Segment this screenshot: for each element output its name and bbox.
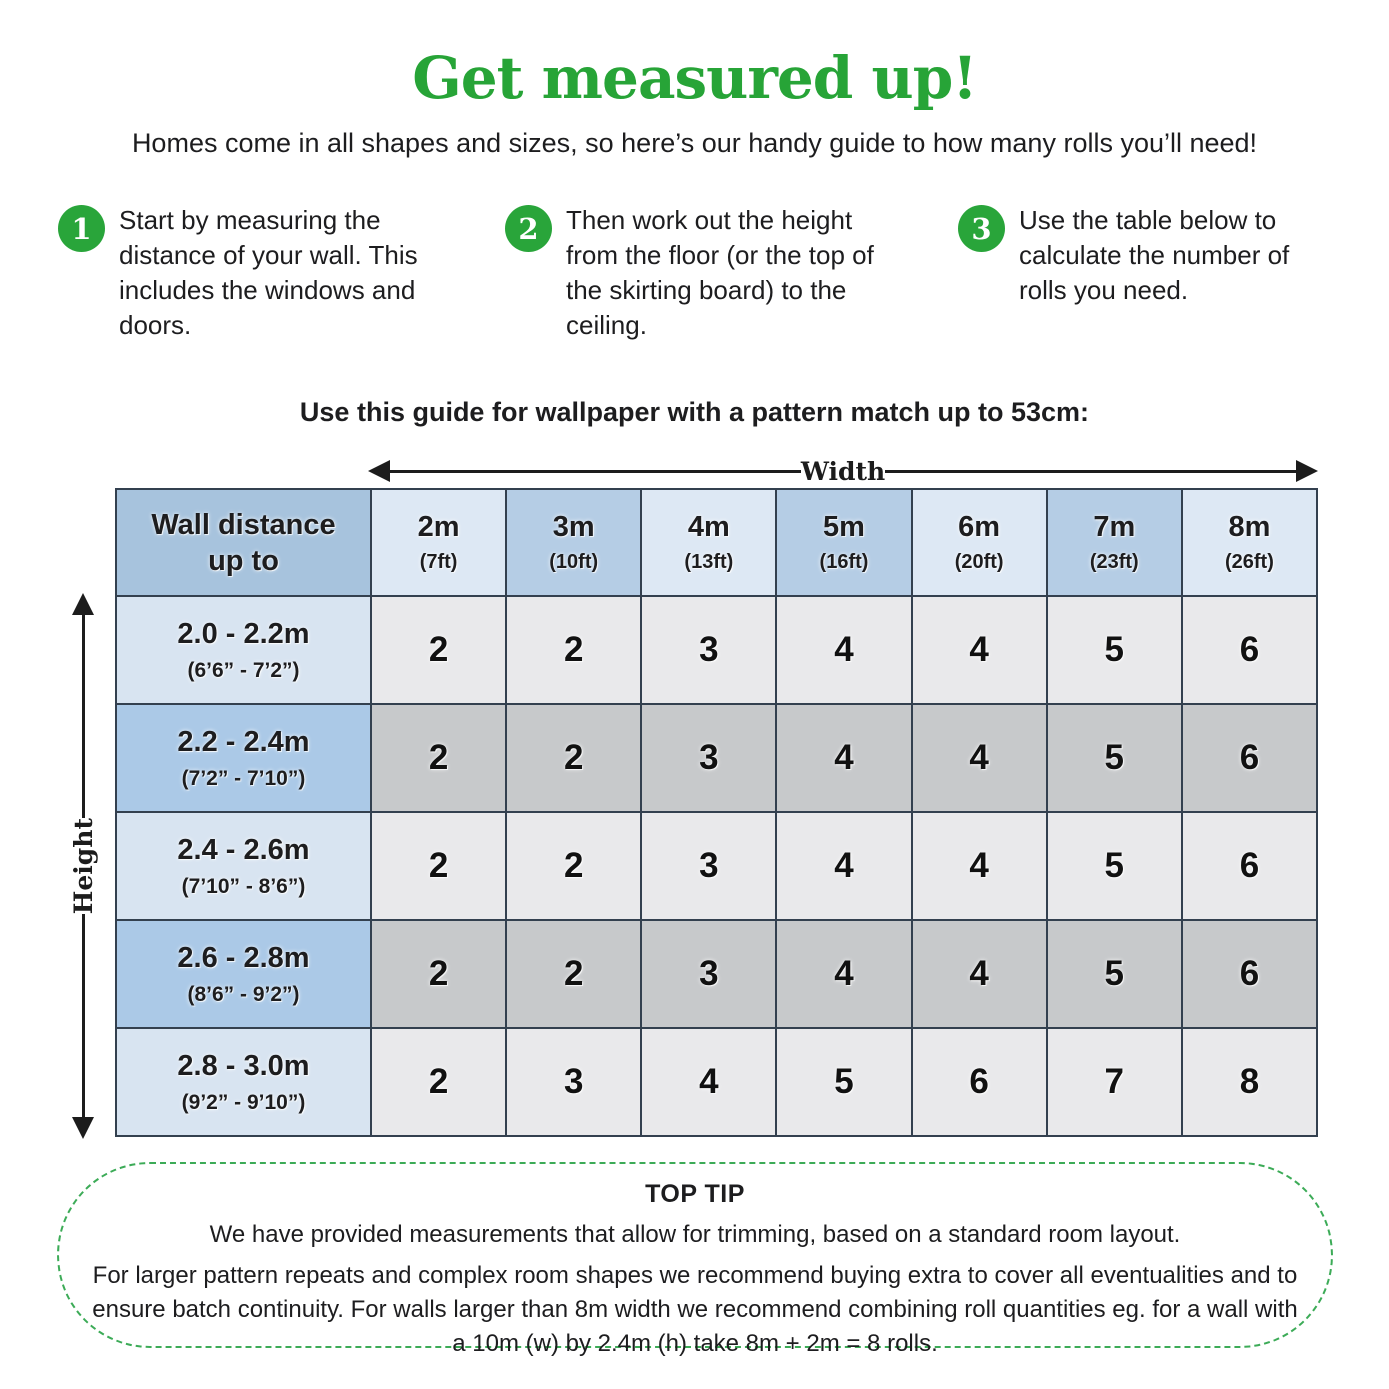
roll-count-cell: 5 [776,1028,911,1136]
roll-count-cell: 6 [1182,596,1317,704]
top-tip-box [57,1162,1333,1357]
roll-count-cell: 4 [776,596,911,704]
row-header-metres: 2.2 - 2.4m [177,725,310,758]
column-header-feet: (10ft) [549,551,599,573]
roll-count-cell: 4 [776,812,911,920]
step-2-text: Then work out the height from the floor (or the top of the skirting board) to the ceiling. [566,205,874,340]
column-header-metres: 5m [823,511,865,543]
column-header-7m [1047,489,1182,596]
row-header-cell [116,596,371,704]
roll-count-cell: 2 [371,596,506,704]
column-header-feet: (23ft) [1089,551,1139,573]
roll-count-cell: 4 [776,920,911,1028]
row-header-cell [116,812,371,920]
row-header-cell [116,920,371,1028]
roll-count-cell: 8 [1182,1028,1317,1136]
roll-count-cell: 3 [641,920,776,1028]
row-header-feet: (7’10” - 8’6”) [181,874,306,898]
arrow-left-icon [368,460,390,482]
roll-count-cell: 6 [912,1028,1047,1136]
roll-count-cell: 2 [371,812,506,920]
table-row-2.6-2.8m [116,920,1317,1028]
step-1 [58,203,505,343]
top-tip-line1: We have provided measurements that allow for trimming, based on a standard room layout. [209,1221,1181,1248]
step-3 [958,203,1359,343]
corner-header-line1: Wall distance [151,508,336,541]
width-axis-arrow [368,456,1318,486]
column-header-feet: (20ft) [954,551,1004,573]
width-arrow-line [390,470,801,473]
top-tip-line2: For larger pattern repeats and complex room shapes we recommend buying extra to cover all eventualities and to ensure batch continuity. For walls larger than 8m width we recommend combining roll quantities eg. for a wall with a 10m (w) by 2.4m (h) take 8m + 2m = 8 rolls. [92,1262,1298,1357]
height-axis-label: Height [68,817,98,915]
roll-count-cell: 4 [912,596,1047,704]
column-header-3m [506,489,641,596]
steps-row [58,203,1359,343]
roll-count-cell: 5 [1047,596,1182,704]
column-header-metres: 3m [552,511,595,543]
roll-count-cell: 4 [912,920,1047,1028]
row-header-feet: (8’6” - 9’2”) [187,982,300,1006]
column-header-metres: 6m [958,511,1001,543]
roll-count-cell: 6 [1182,704,1317,812]
column-header-metres: 4m [687,511,730,543]
corner-header-line2: up to [208,544,279,577]
page-title: Get measured up! [412,44,977,112]
roll-count-cell: 4 [776,704,911,812]
roll-count-cell: 3 [641,596,776,704]
row-header-feet: (6’6” - 7’2”) [187,658,300,682]
table-guide-heading: Use this guide for wallpaper with a pattern match up to 53cm: [299,397,1090,427]
column-header-8m [1182,489,1317,596]
roll-count-cell: 6 [1182,812,1317,920]
roll-count-cell: 5 [1047,704,1182,812]
column-header-feet: (13ft) [684,551,734,573]
roll-count-cell: 4 [641,1028,776,1136]
top-tip-heading: TOP TIP [645,1180,745,1208]
roll-count-cell: 5 [1047,920,1182,1028]
column-header-feet: (7ft) [419,551,458,573]
arrow-down-icon [72,1117,94,1139]
step-1-number-badge: 1 [58,205,105,252]
roll-count-cell: 7 [1047,1028,1182,1136]
column-header-feet: (26ft) [1224,551,1274,573]
roll-count-cell: 4 [912,812,1047,920]
roll-count-cell: 2 [371,1028,506,1136]
column-header-feet: (16ft) [819,551,869,573]
roll-count-cell: 5 [1047,812,1182,920]
row-header-metres: 2.4 - 2.6m [177,833,310,866]
arrow-up-icon [72,593,94,615]
corner-header-cell [116,489,371,596]
roll-count-cell: 3 [641,704,776,812]
roll-count-cell: 2 [371,704,506,812]
width-axis-label: Width [800,456,886,486]
column-header-6m [912,489,1047,596]
table-row-2.0-2.2m [116,596,1317,704]
table-row-2.4-2.6m [116,812,1317,920]
rolls-lookup-table [115,488,1318,1137]
height-arrow-line [82,914,85,1117]
page-subtitle: Homes come in all shapes and sizes, so here’s our handy guide to how many rolls you’ll need! [131,128,1258,158]
column-header-4m [641,489,776,596]
column-header-metres: 2m [417,511,460,543]
roll-count-cell: 4 [912,704,1047,812]
row-header-cell [116,704,371,812]
column-header-5m [776,489,911,596]
step-3-number-badge: 3 [958,205,1005,252]
row-header-metres: 2.6 - 2.8m [177,941,310,974]
table-row-2.2-2.4m [116,704,1317,812]
roll-count-cell: 2 [371,920,506,1028]
roll-count-cell: 3 [641,812,776,920]
column-header-metres: 7m [1093,511,1136,543]
roll-count-cell: 2 [506,920,641,1028]
roll-count-cell: 2 [506,704,641,812]
height-arrow-line [82,615,85,818]
column-header-2m [371,489,506,596]
roll-count-cell: 2 [506,812,641,920]
roll-count-cell: 3 [506,1028,641,1136]
arrow-right-icon [1296,460,1318,482]
step-1-text: Start by measuring the distance of your wall. This includes the windows and doors. [119,205,418,340]
width-arrow-line [885,470,1296,473]
row-header-metres: 2.8 - 3.0m [177,1049,310,1082]
step-2-number-badge: 2 [505,205,552,252]
height-axis-arrow [60,593,106,1139]
row-header-feet: (9’2” - 9’10”) [181,1090,306,1114]
row-header-feet: (7’2” - 7’10”) [181,766,306,790]
table-row-2.8-3.0m [116,1028,1317,1136]
table-header-row [116,489,1317,596]
row-header-cell [116,1028,371,1136]
step-2 [505,203,958,343]
column-header-metres: 8m [1228,511,1271,543]
row-header-metres: 2.0 - 2.2m [177,617,310,650]
roll-count-cell: 2 [506,596,641,704]
roll-count-cell: 6 [1182,920,1317,1028]
step-3-text: Use the table below to calculate the number of rolls you need. [1019,205,1290,305]
